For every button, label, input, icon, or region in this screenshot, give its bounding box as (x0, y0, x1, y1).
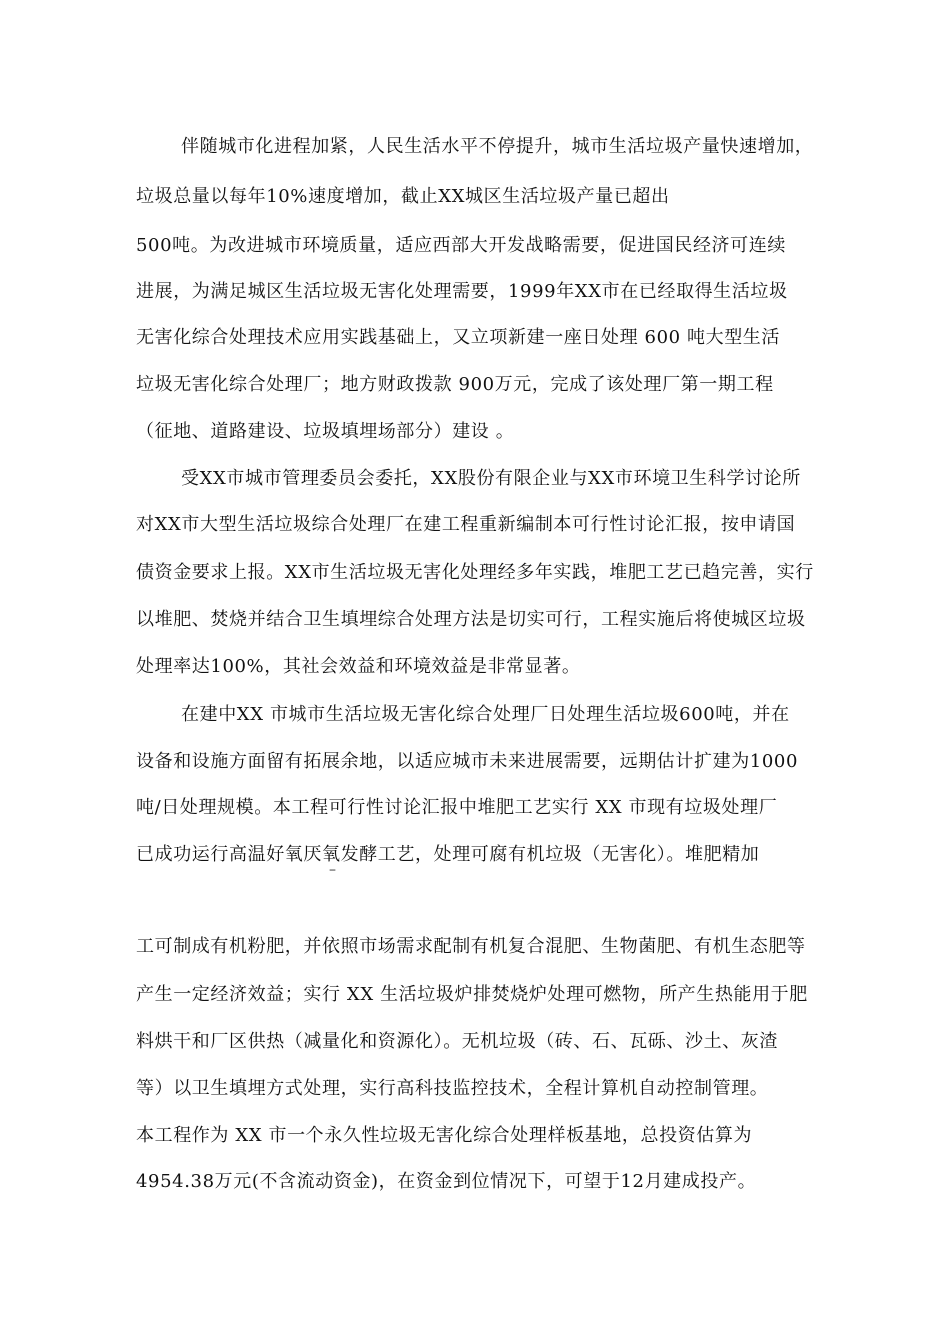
paragraph-2-line-1: 受XX市城市管理委员会委托，XX股份有限企业与XX市环境卫生科学讨论所 (181, 468, 801, 489)
paragraph-1-line-6: 垃圾无害化综合处理厂；地方财政拨款 900万元，完成了该处理厂第一期工程 (136, 374, 774, 395)
paragraph-1-line-3: 500吨。为改进城市环境质量，适应西部大开发战略需要，促进国民经济可连续 (136, 235, 786, 256)
paragraph-4-line-6: 4954.38万元(不含流动资金)，在资金到位情况下，可望于12月建成投产。 (136, 1171, 757, 1192)
paragraph-1-line-5: 无害化综合处理技术应用实践基础上，又立项新建一座日处理 600 吨大型生活 (136, 327, 780, 348)
paragraph-3-line-2: 设备和设施方面留有拓展余地，以适应城市未来进展需要，远期估计扩建为1000 (136, 751, 799, 772)
paragraph-1-line-7: （征地、道路建设、垃圾填埋场部分）建设 。 (136, 421, 515, 442)
paragraph-4-line-1: 工可制成有机粉肥，并依照市场需求配制有机复合混肥、生物菌肥、有机生态肥等 (136, 936, 806, 957)
page-mark: – (329, 862, 336, 878)
paragraph-1-line-1: 伴随城市化进程加紧，人民生活水平不停提升，城市生活垃圾产量快速增加， (181, 136, 814, 157)
paragraph-4-line-2: 产生一定经济效益；实行 XX 生活垃圾炉排焚烧炉处理可燃物，所产生热能用于肥 (136, 984, 808, 1005)
paragraph-4-line-4: 等）以卫生填埋方式处理，实行高科技监控技术，全程计算机自动控制管理。 (136, 1078, 769, 1099)
paragraph-2-line-5: 处理率达100%，其社会效益和环境效益是非常显著。 (136, 656, 581, 677)
paragraph-3-line-4: 已成功运行高温好氧厌氧发酵工艺，处理可腐有机垃圾（无害化）。堆肥精加 (136, 844, 760, 865)
paragraph-1-line-2: 垃圾总量以每年10%速度增加，截止XX城区生活垃圾产量已超出 (136, 186, 670, 207)
paragraph-1-line-4: 进展，为满足城区生活垃圾无害化处理需要，1999年XX市在已经取得生活垃圾 (136, 281, 788, 302)
paragraph-3-line-1: 在建中XX 市城市生活垃圾无害化综合处理厂日处理生活垃圾600吨，并在 (181, 704, 790, 725)
paragraph-4-line-3: 料烘干和厂区供热（减量化和资源化）。无机垃圾（砖、石、瓦砾、沙土、灰渣 (136, 1031, 778, 1052)
paragraph-2-line-4: 以堆肥、焚烧并结合卫生填埋综合处理方法是切实可行，工程实施后将使城区垃圾 (136, 609, 806, 630)
paragraph-2-line-2: 对XX市大型生活垃圾综合处理厂在建工程重新编制本可行性讨论汇报，按申请国 (136, 514, 796, 535)
paragraph-3-line-3: 吨/日处理规模。本工程可行性讨论汇报中堆肥工艺实行 XX 市现有垃圾处理厂 (136, 797, 778, 818)
paragraph-4-line-5: 本工程作为 XX 市一个永久性垃圾无害化综合处理样板基地，总投资估算为 (136, 1125, 753, 1146)
paragraph-2-line-3: 债资金要求上报。XX市生活垃圾无害化处理经多年实践，堆肥工艺已趋完善，实行 (136, 562, 814, 583)
